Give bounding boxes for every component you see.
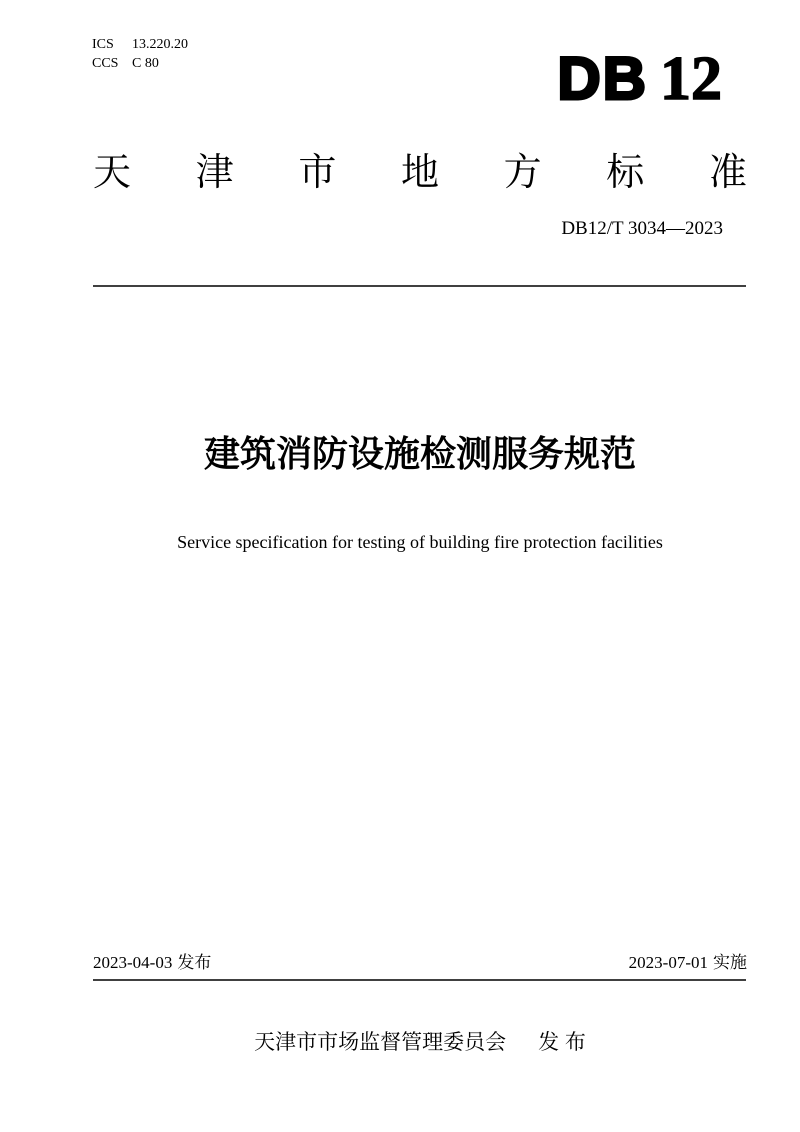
standard-category-char: 准	[708, 152, 747, 194]
standard-category-char: 方	[503, 152, 542, 194]
ccs-code	[92, 54, 188, 73]
standard-category-char: 地	[400, 152, 439, 194]
ics-code	[92, 35, 188, 54]
publish-action-label: 发 布	[538, 1031, 586, 1054]
standard-category-char: 市	[298, 152, 337, 194]
ics-label: ICS	[92, 37, 114, 52]
ics-value: 13.220.20	[132, 37, 188, 52]
db-logo	[557, 45, 722, 113]
standard-category-char: 津	[195, 152, 234, 194]
db-logo-letters: DB	[557, 45, 648, 112]
implementation-date-label: 实施	[713, 953, 747, 972]
standard-category-char: 天	[93, 152, 132, 194]
ccs-value: C 80	[132, 56, 159, 71]
ccs-label: CCS	[92, 56, 119, 71]
db-logo-region-number: 12	[660, 45, 722, 113]
issue-date	[93, 951, 211, 975]
issue-date-label: 发布	[177, 953, 212, 972]
issue-date-value: 2023-04-03	[93, 953, 173, 972]
divider-top	[93, 285, 746, 287]
standard-category-char: 标	[606, 152, 645, 194]
standard-category-title	[93, 148, 747, 198]
standard-number: DB12/T 3034—2023	[561, 218, 723, 239]
classification-codes	[92, 35, 188, 73]
publisher-name: 天津市市场监督管理委员会	[254, 1031, 507, 1054]
implementation-date-value: 2023-07-01	[628, 953, 708, 972]
document-title-cn: 建筑消防设施检测服务规范	[203, 433, 636, 474]
publisher-line	[93, 1030, 747, 1056]
dates-row	[93, 951, 747, 975]
implementation-date	[629, 951, 747, 975]
divider-bottom	[93, 979, 746, 981]
document-title-en: Service specification for testing of building fire protection facilities	[177, 532, 663, 552]
